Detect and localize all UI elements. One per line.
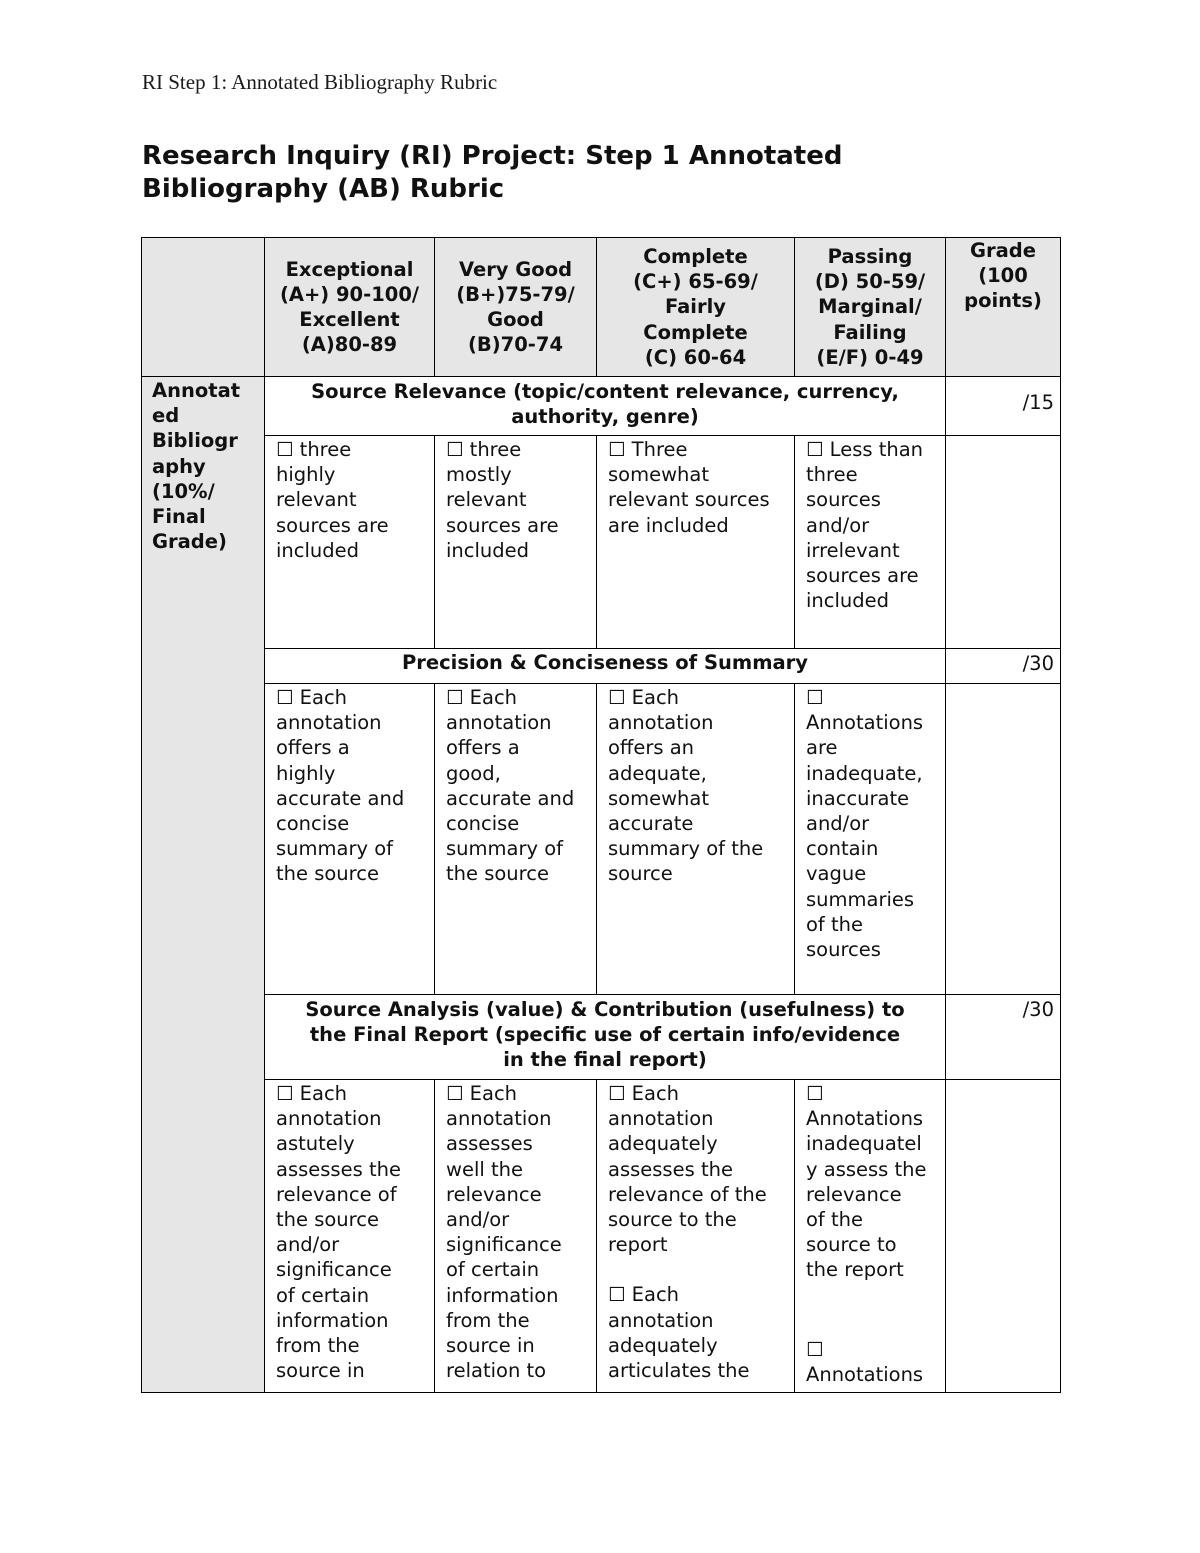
analysis-complete: ☐ Each annotation adequately assesses the relevance of the source to the report ☐ Each annotation adequately articulates the <box>597 1080 795 1393</box>
header-row <box>142 238 1061 377</box>
criterion-title-relevance: Source Relevance (topic/content relevance, currency, authority, genre) <box>265 377 946 436</box>
points-analysis: /30 <box>946 995 1061 1080</box>
grade-empty-relevance <box>946 436 1061 649</box>
precision-passing: ☐ Annotations are inadequate, inaccurate and/or contain vague summaries of the sources <box>795 684 946 995</box>
running-head: RI Step 1: Annotated Bibliography Rubric <box>142 70 498 94</box>
grade-empty-analysis <box>946 1080 1061 1393</box>
relevance-very-good: ☐ three mostly relevant sources are included <box>435 436 597 649</box>
page-title <box>142 140 1042 206</box>
header-empty-cell <box>142 238 265 377</box>
descriptor-row-precision <box>142 684 1061 995</box>
analysis-passing: ☐ Annotations inadequatel y assess the relevance of the source to the report ☐ Annotations <box>795 1080 946 1393</box>
descriptor-row-relevance <box>142 436 1061 649</box>
relevance-exceptional: ☐ three highly relevant sources are included <box>265 436 435 649</box>
header-passing: Passing (D) 50-59/ Marginal/ Failing (E/F) 0-49 <box>795 238 946 377</box>
analysis-exceptional: ☐ Each annotation astutely assesses the relevance of the source and/or significance of certain information from the source in <box>265 1080 435 1393</box>
grade-empty-precision <box>946 684 1061 995</box>
criterion-title-precision: Precision & Conciseness of Summary <box>265 649 946 684</box>
analysis-very-good: ☐ Each annotation assesses well the relevance and/or significance of certain information from the source in relation to <box>435 1080 597 1393</box>
criterion-row-relevance <box>142 377 1061 436</box>
precision-complete: ☐ Each annotation offers an adequate, somewhat accurate summary of the source <box>597 684 795 995</box>
points-precision: /30 <box>946 649 1061 684</box>
criterion-title-analysis: Source Analysis (value) & Contribution (usefulness) to the Final Report (specific use of certain info/evidence in the final report) <box>265 995 946 1080</box>
criterion-row-analysis <box>142 995 1061 1080</box>
header-complete: Complete (C+) 65-69/ Fairly Complete (C) 60-64 <box>597 238 795 377</box>
header-grade: Grade (100 points) <box>946 238 1061 377</box>
side-label: Annotat ed Bibliogr aphy (10%/ Final Grade) <box>142 377 265 1393</box>
header-very-good: Very Good (B+)75-79/ Good (B)70-74 <box>435 238 597 377</box>
header-exceptional: Exceptional (A+) 90-100/ Excellent (A)80-89 <box>265 238 435 377</box>
precision-exceptional: ☐ Each annotation offers a highly accurate and concise summary of the source <box>265 684 435 995</box>
rubric-table <box>141 237 1061 1393</box>
title-line: Research Inquiry (RI) Project: Step 1 Annotated <box>142 141 843 171</box>
descriptor-row-analysis <box>142 1080 1061 1393</box>
criterion-row-precision <box>142 649 1061 684</box>
points-relevance: /15 <box>946 377 1061 436</box>
relevance-passing: ☐ Less than three sources and/or irrelevant sources are included <box>795 436 946 649</box>
precision-very-good: ☐ Each annotation offers a good, accurate and concise summary of the source <box>435 684 597 995</box>
relevance-complete: ☐ Three somewhat relevant sources are included <box>597 436 795 649</box>
title-line: Bibliography (AB) Rubric <box>142 174 505 204</box>
